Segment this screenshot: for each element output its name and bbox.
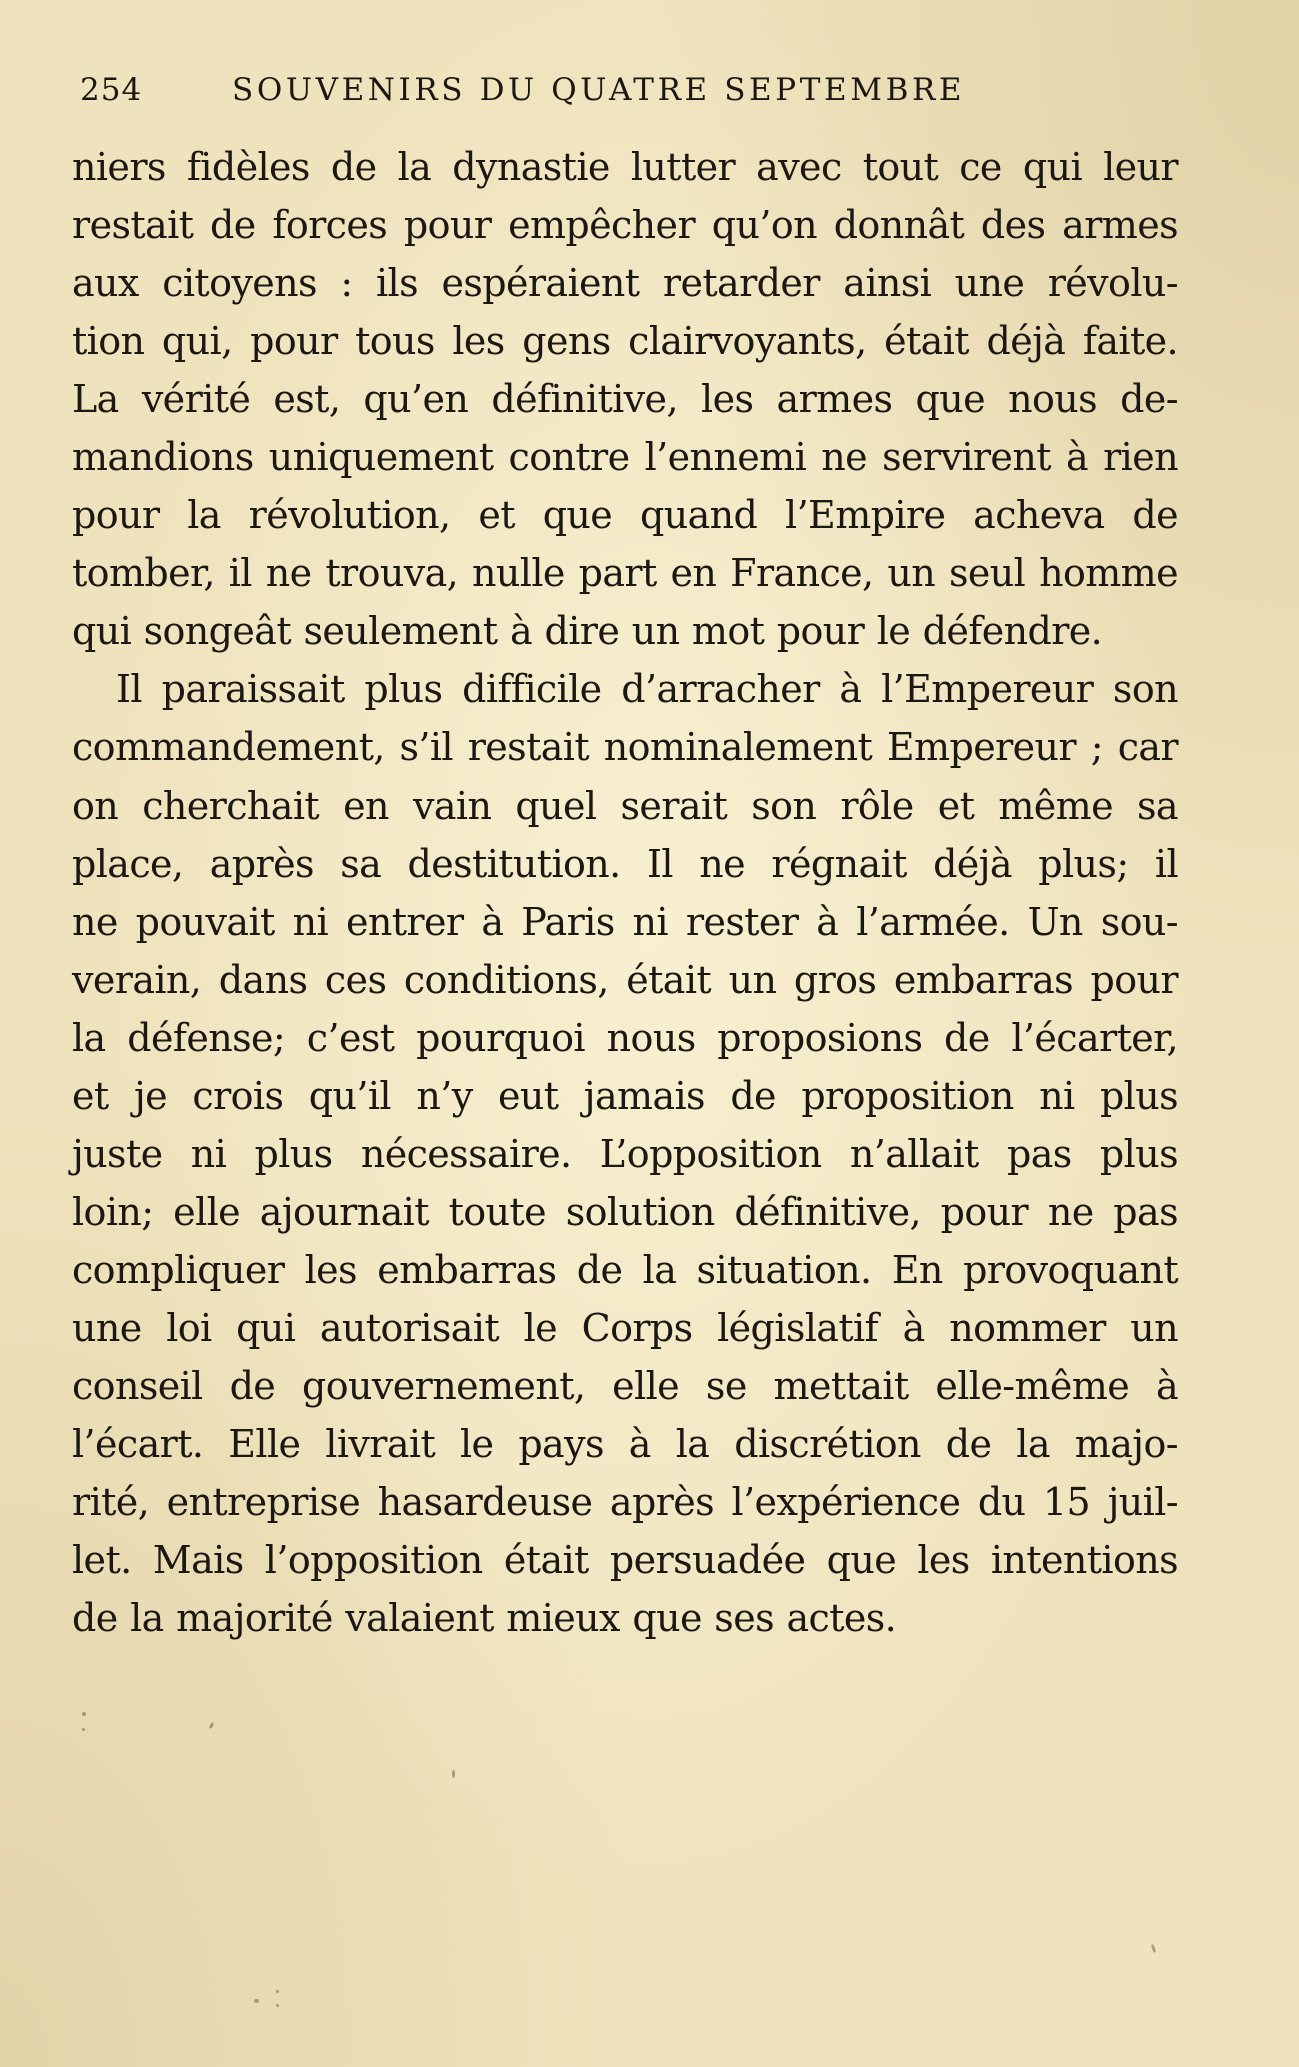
text-line: juste ni plus nécessaire. L’opposition n’allait pas plus	[72, 1131, 1178, 1176]
paper-speck	[254, 1999, 259, 2003]
text-line: l’écart. Elle livrait le pays à la discrétion de la majo-	[72, 1422, 1178, 1467]
text-line: restait de forces pour empêcher qu’on donnât des armes	[72, 203, 1178, 248]
text-line: place, après sa destitution. Il ne régnait déjà plus; il	[72, 841, 1178, 886]
paragraph-last-line: de la majorité valaient mieux que ses actes.	[72, 1596, 897, 1641]
text-line: mandions uniquement contre l’ennemi ne servirent à rien	[72, 435, 1178, 480]
text-line: et je crois qu’il n’y eut jamais de proposition ni plus	[72, 1073, 1178, 1118]
text-line: La vérité est, qu’en définitive, les armes que nous de-	[72, 377, 1178, 422]
text-line: compliquer les embarras de la situation. En provoquant	[72, 1247, 1178, 1292]
text-line: conseil de gouvernement, elle se mettait elle-même à	[72, 1363, 1178, 1408]
paper-speck	[82, 1712, 86, 1716]
text-line: niers fidèles de la dynastie lutter avec tout ce qui leur	[72, 145, 1178, 189]
text-line: let. Mais l’opposition était persuadée que les intentions	[72, 1538, 1178, 1583]
text-line: la défense; c’est pourquoi nous proposions de l’écarter,	[72, 1015, 1178, 1060]
text-line: qui songeât seulement à dire un mot pour le défendre.	[72, 609, 1103, 654]
body-text	[72, 138, 1178, 1647]
paper-speck	[1151, 1944, 1157, 1953]
text-line: loin; elle ajournait toute solution définitive, pour ne pas	[72, 1189, 1178, 1234]
text-line: commandement, s’il restait nominalement Empereur ; car	[72, 725, 1178, 770]
running-title: SOUVENIRS DU QUATRE SEPTEMBRE	[232, 72, 966, 108]
paper-speck	[452, 1770, 455, 1778]
text-line: rité, entreprise hasardeuse après l’expérience du 15 juil-	[72, 1480, 1178, 1525]
page-header	[80, 72, 1180, 116]
text-line: on cherchait en vain quel serait son rôle et même sa	[72, 783, 1178, 828]
text-line: ne pouvait ni entrer à Paris ni rester à l’armée. Un sou-	[72, 899, 1178, 944]
page-number: 254	[80, 72, 143, 108]
paper-speck	[208, 1722, 214, 1730]
text-line: aux citoyens : ils espéraient retarder ainsi une révolu-	[72, 261, 1178, 306]
text-line: tion qui, pour tous les gens clairvoyants, était déjà faite.	[72, 319, 1178, 364]
text-line: verain, dans ces conditions, était un gros embarras pour	[72, 957, 1178, 1002]
paragraph-first-line: Il paraissait plus difficile d’arracher à l’Empereur son	[116, 667, 1178, 712]
paper-speck	[276, 1990, 279, 1993]
text-line: une loi qui autorisait le Corps législatif à nommer un	[72, 1305, 1178, 1350]
paper-speck	[82, 1728, 85, 1731]
text-line: tomber, il ne trouva, nulle part en France, un seul homme	[72, 551, 1178, 596]
paper-speck	[276, 2004, 279, 2007]
text-line: pour la révolution, et que quand l’Empire acheva de	[72, 493, 1178, 538]
